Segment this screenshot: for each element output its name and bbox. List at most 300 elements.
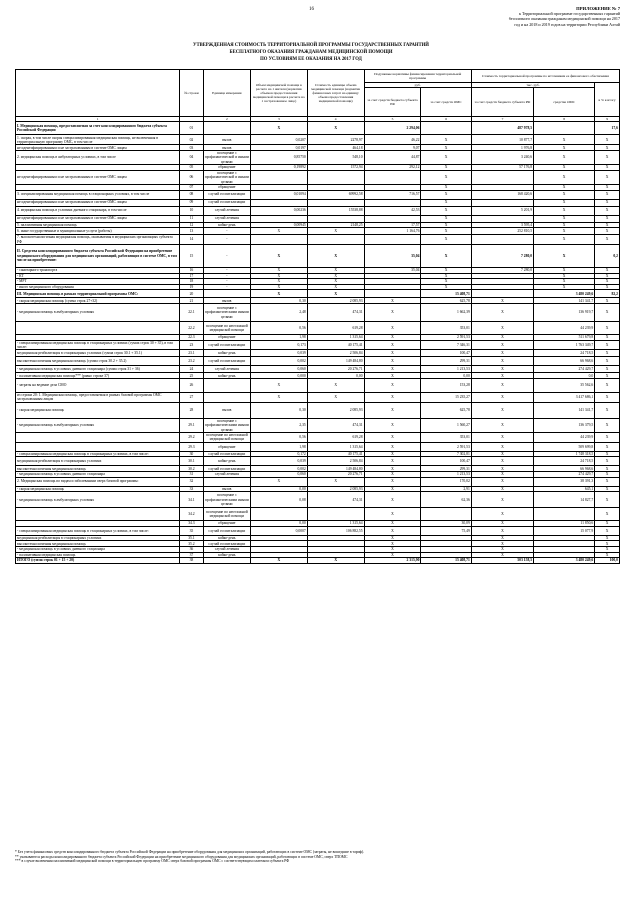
value-cell: 7 302,81 [421, 451, 471, 457]
value-cell: X [421, 215, 471, 222]
document-title [96, 43, 526, 63]
value-cell: X [250, 393, 307, 403]
value-cell: 15 408,71 [421, 290, 471, 298]
unit-cell: случай госпитализации [203, 526, 250, 535]
unit-cell: посещение по неотложной медицинской помощи [203, 508, 250, 521]
value-cell: 82,2 [595, 290, 620, 298]
value-cell: X [421, 151, 471, 165]
value-cell [307, 235, 364, 245]
table-row [16, 151, 620, 165]
value-cell: X [471, 373, 533, 379]
value-cell: X [364, 298, 421, 304]
row-label [16, 508, 180, 521]
value-cell [471, 215, 533, 222]
row-number: 26 [180, 379, 204, 393]
row-label: - МРТ [16, 279, 180, 285]
row-number: 34.3 [180, 521, 204, 527]
value-cell: X [471, 340, 533, 350]
value-cell: X [534, 215, 595, 222]
value-cell: X [595, 170, 620, 184]
unit-cell [203, 558, 250, 564]
row-number: 25 [180, 373, 204, 379]
value-cell: X [595, 340, 620, 350]
value-cell: 252 810,5 [471, 228, 533, 235]
value-cell: X [595, 151, 620, 165]
value-cell: X [595, 393, 620, 403]
value-cell [364, 170, 421, 184]
value-cell: X [250, 268, 307, 274]
col-header-budget-2: за счет средств бюджета субъекта РФ [471, 88, 533, 117]
value-cell: X [595, 535, 620, 541]
row-number: 19 [180, 284, 204, 290]
value-cell: X [307, 268, 364, 274]
value-cell: X [421, 190, 471, 199]
value-cell: 136 919,7 [534, 304, 595, 322]
value-cell: 1 213,53 [421, 366, 471, 373]
unit-cell: койко-день [203, 457, 250, 466]
value-cell: 40 175,41 [307, 340, 364, 350]
value-cell [250, 215, 307, 222]
row-label: - специализированная медицинская помощь в стационарных условиях, в том числе: [16, 451, 180, 457]
value-cell: X [595, 206, 620, 215]
value-cell: 625,78 [421, 298, 471, 304]
row-label: - скорая медицинская помощь (сумма строк 27+32) [16, 298, 180, 304]
row-number: 22.3 [180, 335, 204, 341]
row-label: - скорая медицинская помощь [16, 402, 180, 418]
table-row [16, 477, 620, 486]
value-cell: X [534, 245, 595, 268]
unit-cell: посещение с профилактическими иными целями [204, 418, 249, 432]
value-cell: X [364, 521, 421, 527]
value-cell: 153,28 [421, 379, 471, 393]
value-cell: 0,172 [250, 451, 307, 457]
value-cell: X [421, 279, 471, 285]
value-cell: X [307, 290, 364, 298]
value-cell: X [364, 335, 421, 341]
value-cell: X [364, 433, 421, 443]
value-cell: X [595, 268, 620, 274]
value-cell: X [364, 379, 421, 393]
value-cell [250, 170, 307, 184]
value-cell: 625,78 [421, 402, 471, 418]
value-cell [471, 199, 533, 206]
value-cell [471, 290, 533, 298]
value-cell: 619,28 [307, 433, 364, 443]
table-row [16, 357, 620, 366]
row-number: 02 [180, 135, 204, 145]
row-number: 07 [180, 185, 204, 191]
value-cell: X [307, 558, 364, 564]
unit-cell: вызов [203, 402, 250, 418]
row-label: ИТОГО (сумма строк 01 + 15 + 20) [16, 558, 180, 564]
value-cell [364, 290, 421, 298]
value-cell: 0,00 [307, 373, 364, 379]
value-cell: 474,31 [307, 418, 364, 432]
row-number: 22.1 [180, 304, 204, 322]
value-cell: 0,000 [250, 373, 307, 379]
value-cell: X [250, 228, 307, 235]
value-cell: X [534, 206, 595, 215]
unit-cell: случай лечения [203, 472, 250, 478]
row-number: 37 [180, 552, 204, 558]
footnote: ** указываются расходы консолидированного бюджета субъекта Российской Федерации на приобретение медицинского оборудования для медицинских организаций, работающих в системе ОМС, сверх ТПОМС [15, 854, 348, 859]
table-row [16, 290, 620, 298]
col-header-budget: за счет средств бюджета субъекта РФ [364, 88, 421, 117]
value-cell: X [534, 185, 595, 191]
value-cell: 46,22 [364, 135, 421, 145]
value-cell: X [250, 290, 307, 298]
value-cell: X [471, 433, 533, 443]
value-cell: 35,04 [364, 268, 421, 274]
row-label: - специализированная медицинская помощь в стационарных условиях (сумма строк 30 + 35), в том числе: [16, 340, 180, 350]
col-header-thousand-rub: тыс. руб. [471, 83, 594, 88]
value-cell: 7 280,0 [471, 245, 533, 268]
table-row [16, 418, 620, 432]
row-label: 5. паллиативная медицинская помощь [16, 222, 180, 228]
value-cell: X [364, 393, 421, 403]
value-cell: X [534, 279, 595, 285]
value-cell: 62,36 [421, 492, 471, 508]
table-row [16, 190, 620, 199]
appendix-line: бесплатного оказания гражданам медицинской помощи на 2017 [508, 16, 620, 22]
value-cell: 299,31 [421, 357, 471, 366]
row-number: 30.1 [180, 457, 204, 466]
value-cell: 14 827,7 [534, 492, 595, 508]
value-cell: 0,00 [250, 486, 307, 492]
row-label: - медицинская помощь в амбулаторных условиях [16, 418, 180, 432]
value-cell: X [471, 402, 533, 418]
unit-cell: случай лечения [203, 215, 250, 222]
value-cell: X [471, 526, 533, 535]
value-cell: X [471, 298, 533, 304]
value-cell: X [421, 273, 471, 279]
row-label [16, 442, 180, 451]
value-cell: 30,09 [421, 521, 471, 527]
value-cell: X [595, 335, 620, 341]
row-label: - медицинская помощь в амбулаторных условиях [16, 304, 180, 322]
row-label: - медицинская помощь в условиях дневного стационара [16, 547, 180, 553]
value-cell: X [471, 477, 533, 486]
value-cell: X [534, 228, 595, 235]
value-cell: X [421, 284, 471, 290]
row-label: - медицинская помощь в амбулаторных условиях [16, 492, 180, 508]
value-cell: 15538,88 [307, 206, 364, 215]
row-number: 38 [180, 558, 204, 564]
unit-cell: вызов [203, 135, 250, 145]
value-cell: X [471, 451, 533, 457]
value-cell [421, 508, 471, 521]
row-label: из строки 20: 1. Медицинская помощь, предоставляемая в рамках базовой программы ОМС застрахованным лицам [16, 393, 180, 403]
table-row [16, 393, 620, 403]
value-cell: 2,48 [250, 304, 307, 322]
value-cell: X [595, 273, 620, 279]
unit-cell: посещение с профилактической и иными целями [204, 170, 249, 184]
value-cell: X [364, 457, 421, 466]
value-cell: X [364, 373, 421, 379]
value-cell: X [595, 486, 620, 492]
row-label: - медицинская помощь в условиях дневного стационара [16, 472, 180, 478]
value-cell [364, 199, 421, 206]
unit-cell: посещение с профилактическими иными целями [204, 493, 249, 506]
row-label: - затраты на ведение дела СМО [16, 379, 180, 393]
value-cell: X [471, 466, 533, 472]
value-cell: X [250, 279, 307, 285]
row-number: 23.2 [180, 357, 204, 366]
value-cell: 9,07 [364, 145, 421, 151]
row-label: 4. медицинская помощь в условиях дневного стационара, в том числе [16, 206, 180, 215]
unit-cell [203, 122, 250, 135]
value-cell: 44 239,9 [534, 433, 595, 443]
row-number: 36 [180, 547, 204, 553]
value-cell: X [595, 547, 620, 553]
value-cell: X [250, 245, 307, 268]
row-number: 20 [180, 290, 204, 298]
value-cell: 42,53 [364, 206, 421, 215]
value-cell [471, 235, 533, 245]
value-cell: X [595, 442, 620, 451]
value-cell: 0,060 [250, 472, 307, 478]
value-cell: X [250, 284, 307, 290]
value-cell: 2 591,53 [421, 335, 471, 341]
value-cell: X [364, 322, 421, 335]
row-label: I. Медицинская помощь, предоставляемая за счет консолидированного бюджета субъекта Российской Федерации [16, 122, 180, 135]
value-cell: X [364, 541, 421, 547]
unit-cell: койко-день [203, 350, 250, 357]
value-cell: 100,47 [421, 350, 471, 357]
unit-cell: койко-день [203, 222, 250, 228]
value-cell: X [307, 393, 364, 403]
value-cell: 0,039 [250, 457, 307, 466]
value-cell: X [307, 245, 364, 268]
unit-cell: случай госпитализации [203, 466, 250, 472]
value-cell: X [421, 165, 471, 171]
row-label: медицинская реабилитация в стационарных условиях (сумма строк 30.1 + 35.1) [16, 350, 180, 357]
value-cell: 3 595,4 [471, 222, 533, 228]
unit-cell: - [203, 268, 250, 274]
value-cell: X [364, 526, 421, 535]
value-cell: 24 718,5 [534, 350, 595, 357]
value-cell: 20 276,71 [307, 472, 364, 478]
value-cell: X [364, 547, 421, 553]
row-label: 2. Медицинская помощь по видам и заболеваниям сверх базовой программы: [16, 477, 180, 486]
value-cell: 1 748 318,5 [534, 451, 595, 457]
unit-cell: случай госпитализации [203, 357, 250, 366]
value-cell: X [307, 273, 364, 279]
value-cell: X [364, 442, 421, 451]
value-cell: 1,98 [250, 442, 307, 451]
row-label: высокотехнологичная медицинская помощь (сумма строк 30.2 + 35.2) [16, 357, 180, 366]
table-row [16, 235, 620, 245]
value-cell: X [595, 526, 620, 535]
unit-cell: койко-день [203, 373, 250, 379]
appendix-line: год и на 2018 и 2019 годов на территории Республики Алтай [514, 21, 620, 27]
value-cell: 66 968,6 [534, 466, 595, 472]
value-cell: X [534, 284, 595, 290]
row-number: 35.1 [180, 535, 204, 541]
value-cell [364, 215, 421, 222]
value-cell [307, 199, 364, 206]
value-cell: X [595, 222, 620, 228]
row-label: медицинская реабилитация в стационарных условиях [16, 535, 180, 541]
table-row [16, 170, 620, 184]
value-cell: X [595, 298, 620, 304]
unit-cell: случай лечения [203, 547, 250, 553]
value-cell: X [595, 418, 620, 432]
unit-cell: случай госпитализации [203, 190, 250, 199]
row-label: не идентифицированным и не застрахованным в системе ОМС лицам [16, 199, 180, 206]
value-cell: X [307, 228, 364, 235]
value-cell: 0,002 [250, 466, 307, 472]
row-label: - иного медицинского оборудования [16, 284, 180, 290]
row-number: 06 [180, 170, 204, 184]
row-number: 05 [180, 165, 204, 171]
table-row [16, 492, 620, 508]
value-cell: X [595, 165, 620, 171]
value-cell: 0,08 [250, 492, 307, 508]
value-cell: X [250, 379, 307, 393]
unit-cell: обращение [203, 521, 250, 527]
value-cell: 170,02 [421, 477, 471, 486]
value-cell [307, 215, 364, 222]
column-number: 3 [250, 117, 307, 122]
value-cell: X [595, 433, 620, 443]
value-cell: 2 506,84 [307, 457, 364, 466]
row-number: 16 [180, 268, 204, 274]
unit-cell: вызов [203, 145, 250, 151]
appendix-note [412, 6, 620, 27]
unit-cell: случай госпитализации [203, 199, 250, 206]
value-cell: 0,00 [250, 521, 307, 527]
value-cell: 2,35 [250, 418, 307, 432]
value-cell: 44 239,9 [534, 322, 595, 335]
unit-cell: - [203, 235, 250, 245]
value-cell: 1,98 [250, 335, 307, 341]
value-cell: 3 480 249,6 [534, 290, 595, 298]
table-row [16, 442, 620, 451]
value-cell [534, 122, 595, 135]
value-cell: 353,01 [421, 433, 471, 443]
row-number: 04 [180, 151, 204, 165]
column-number: 2 [203, 117, 250, 122]
value-cell: X [595, 477, 620, 486]
row-number: 35 [180, 526, 204, 535]
value-cell: 100,47 [421, 457, 471, 466]
row-number: 27 [180, 393, 204, 403]
value-cell [421, 122, 471, 135]
row-label: - паллиативная медицинская помощь [16, 552, 180, 558]
value-cell: X [364, 350, 421, 357]
unit-cell: обращение [203, 165, 250, 171]
value-cell: X [250, 273, 307, 279]
unit-cell: посещение с профилактической и иными целями [204, 151, 249, 164]
row-label: 3. специализированная медицинская помощь в стационарных условиях, в том числе [16, 190, 180, 199]
unit-cell: - [203, 284, 250, 290]
value-cell: X [471, 552, 533, 558]
value-cell: 15 077,9 [534, 526, 595, 535]
value-cell: 3 417 686,1 [534, 393, 595, 403]
value-cell: X [534, 165, 595, 171]
row-label: - КТ [16, 273, 180, 279]
value-cell: X [595, 284, 620, 290]
value-cell: X [595, 185, 620, 191]
col-header-oms: за счет средств ОМС [421, 88, 471, 117]
row-label: - специализированная медицинская помощь в стационарных условиях, в том числе: [16, 526, 180, 535]
value-cell: X [595, 235, 620, 245]
value-cell: X [595, 451, 620, 457]
table-body [16, 122, 620, 563]
col-header-percent: в % к итогу [595, 83, 620, 117]
value-cell: 66 968,6 [534, 357, 595, 366]
value-cell: 0,56 [250, 433, 307, 443]
value-cell [250, 235, 307, 245]
value-cell: X [534, 235, 595, 245]
table-row [16, 526, 620, 535]
value-cell [307, 170, 364, 184]
value-cell [250, 508, 307, 521]
title-line: УТВЕРЖДЕННАЯ СТОИМОСТЬ ТЕРРИТОРИАЛЬНОЙ ПРОГРАММЫ ГОСУДАРСТВЕННЫХ ГАРАНТИЙ [193, 43, 429, 48]
value-cell: 1 164,76 [364, 228, 421, 235]
value-cell: 0,56 [250, 322, 307, 335]
value-cell: 0,039 [250, 350, 307, 357]
value-cell [534, 508, 595, 521]
value-cell: X [471, 541, 533, 547]
value-cell: 2,91 [421, 486, 471, 492]
row-number: 01 [180, 122, 204, 135]
column-number: 9 [595, 117, 620, 122]
row-number: 30.2 [180, 466, 204, 472]
value-cell: 15 408,71 [421, 558, 471, 564]
value-cell: 0,0 [534, 373, 595, 379]
value-cell: 149 484,80 [307, 466, 364, 472]
column-number: 1 [16, 117, 180, 122]
value-cell: X [364, 492, 421, 508]
value-cell [250, 199, 307, 206]
row-number: 35.2 [180, 541, 204, 547]
row-number: 24 [180, 366, 204, 373]
row-number: 23 [180, 340, 204, 350]
row-number: 23.1 [180, 350, 204, 357]
value-cell: X [421, 135, 471, 145]
table-row [16, 402, 620, 418]
value-cell: X [595, 190, 620, 199]
value-cell: X [421, 268, 471, 274]
value-cell: 2 085,93 [307, 402, 364, 418]
value-cell: X [595, 350, 620, 357]
table-row [16, 215, 620, 222]
value-cell: 292,12 [364, 165, 421, 171]
row-number: 29.1 [180, 418, 204, 432]
value-cell: X [595, 215, 620, 222]
table-row [16, 350, 620, 357]
value-cell: 75,49 [421, 526, 471, 535]
unit-cell [203, 393, 250, 403]
row-label: III. Медицинская помощь в рамках территориальной программы ОМС: [16, 290, 180, 298]
row-number: 15 [180, 245, 204, 268]
value-cell: X [534, 190, 595, 199]
row-number: 11 [180, 215, 204, 222]
value-cell: X [421, 185, 471, 191]
value-cell: X [471, 472, 533, 478]
table-row [16, 340, 620, 350]
value-cell: 100,0 [595, 558, 620, 564]
value-cell: 2278,97 [307, 135, 364, 145]
row-number: 32 [180, 477, 204, 486]
col-header-oms-2: средства ОМС [534, 88, 595, 117]
value-cell: 0,01094 [250, 190, 307, 199]
value-cell: X [471, 492, 533, 508]
value-cell: 35 562,6 [534, 379, 595, 393]
value-cell: X [595, 379, 620, 393]
